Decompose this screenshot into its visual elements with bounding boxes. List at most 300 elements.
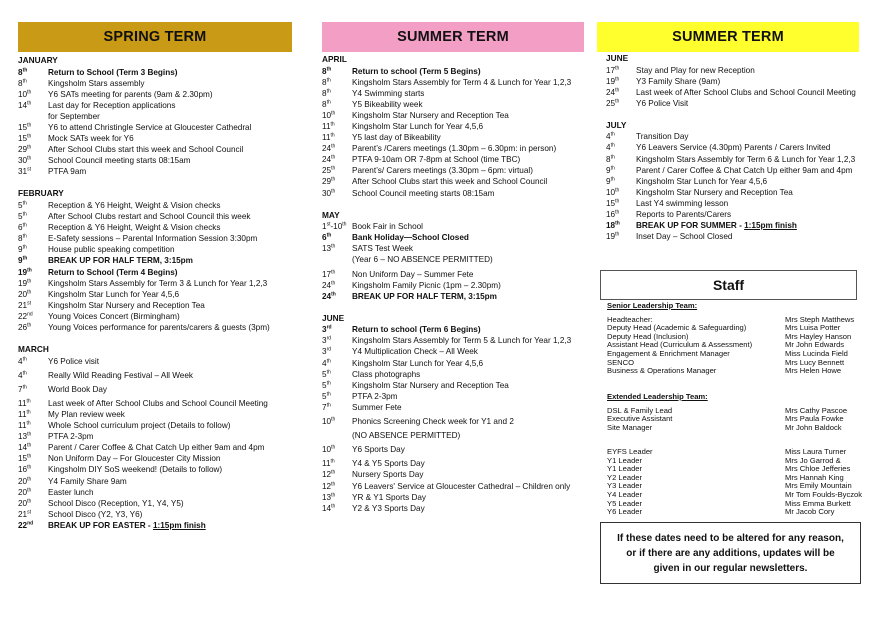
- event-day-suffix: th: [610, 131, 615, 138]
- event-day-suffix: th: [331, 480, 336, 487]
- event-date: [18, 311, 48, 322]
- event-date: [18, 498, 48, 509]
- event-day-suffix: th: [22, 211, 27, 218]
- event-date: [18, 453, 48, 464]
- event-description: PTFA 9am: [48, 167, 87, 177]
- staff-name: Miss Lucinda Field: [785, 348, 848, 358]
- staff-role: Executive Assistant: [607, 414, 673, 424]
- notice-line: given in our regular newsletters.: [653, 562, 808, 574]
- event-day-suffix: th: [615, 220, 620, 227]
- event-description: Kingsholm Star Nursery and Reception Tea: [48, 300, 205, 310]
- event-description: (NO ABSENCE PERMITTED): [352, 431, 461, 441]
- event-description: Last week of After School Clubs and School Council Meeting: [636, 87, 856, 97]
- event-date: [322, 188, 352, 199]
- summer-term-events-1: [322, 54, 584, 514]
- event-day-suffix: th: [22, 244, 27, 251]
- event-date: [322, 430, 352, 441]
- event-day-suffix: th: [330, 458, 335, 465]
- event-date: [18, 89, 48, 100]
- event-day: 24: [606, 87, 616, 97]
- event-day: 19: [18, 278, 28, 288]
- event-description: Kingsholm Stars Assembly for Term 4 & Lunch for Year 1,2,3: [352, 77, 572, 87]
- month-heading: MAY: [322, 209, 340, 220]
- event-row: [322, 77, 584, 88]
- event-day: 10: [322, 445, 332, 455]
- event-day-suffix: th: [615, 209, 620, 216]
- event-date: [18, 133, 48, 144]
- event-day: 4: [606, 132, 611, 142]
- staff-name: Mrs Lucy Bennett: [785, 357, 845, 367]
- event-day-suffix: th: [27, 100, 32, 107]
- event-day: 14: [322, 503, 332, 513]
- event-day: 10: [606, 187, 616, 197]
- event-date: [18, 233, 48, 244]
- event-description: Easter lunch: [48, 487, 94, 497]
- event-row: [322, 66, 584, 77]
- month-block: [322, 54, 584, 199]
- event-row: [322, 132, 584, 143]
- event-text: [636, 220, 859, 231]
- event-row: [18, 498, 292, 509]
- event-date: [322, 291, 352, 302]
- event-date: [322, 391, 352, 402]
- year-leaders-list: [607, 447, 863, 517]
- event-row: [322, 469, 584, 480]
- event-day: 30: [18, 156, 28, 166]
- event-day: 21: [18, 509, 28, 519]
- event-text: [636, 231, 859, 242]
- event-row: [322, 269, 584, 280]
- staff-name: Miss Emma Burkett: [785, 498, 851, 508]
- event-row: [322, 335, 584, 346]
- event-day-suffix: th: [326, 380, 331, 387]
- event-day-suffix: nd: [27, 311, 33, 318]
- event-description: Y3 Family Share (9am): [636, 76, 721, 86]
- event-text: [48, 464, 292, 475]
- event-day-suffix: st: [27, 166, 31, 173]
- event-date: [18, 520, 48, 531]
- event-day: 5: [322, 380, 327, 390]
- event-day: 10: [18, 89, 28, 99]
- event-row: [606, 165, 859, 176]
- event-date: [322, 492, 352, 503]
- event-text: [352, 380, 584, 391]
- event-day-suffix: th: [27, 486, 32, 493]
- event-day-suffix: th: [615, 98, 620, 105]
- event-day: 15: [18, 122, 28, 132]
- event-description: PTFA 2-3pm: [48, 432, 94, 442]
- event-row: [322, 291, 584, 302]
- event-description: School Disco (Reception, Y1, Y4, Y5): [48, 498, 184, 508]
- event-description: Parent / Carer Coffee & Chat Catch Up either 9am and 4pm: [48, 443, 265, 453]
- event-text: [48, 384, 292, 395]
- event-text: [352, 369, 584, 380]
- event-text: [48, 211, 292, 222]
- month-block: [18, 55, 292, 177]
- event-date: [322, 165, 352, 176]
- event-date: [18, 67, 48, 78]
- event-text: [352, 291, 584, 302]
- event-day-suffix: rd: [326, 335, 332, 342]
- event-day: 13: [18, 432, 28, 442]
- event-day-suffix: th: [615, 198, 620, 205]
- staff-name: Mrs Steph Matthews: [785, 314, 855, 324]
- event-description: School Council meeting starts 08:15am: [48, 156, 191, 166]
- event-date: [322, 369, 352, 380]
- summer-term-header-2: SUMMER TERM: [597, 22, 859, 52]
- event-day-suffix: th: [27, 475, 32, 482]
- event-date: [18, 278, 48, 289]
- event-day-suffix: th: [330, 132, 335, 139]
- event-description: Inset Day – School Closed: [636, 232, 733, 242]
- event-row: [606, 209, 859, 220]
- event-day: 19: [606, 232, 616, 242]
- event-date: [322, 176, 352, 187]
- event-text: [48, 67, 292, 78]
- event-day-suffix: th: [615, 75, 620, 82]
- event-text: [48, 487, 292, 498]
- event-day: 9: [18, 245, 23, 255]
- event-row: [322, 121, 584, 132]
- summer-term-column-2: [597, 22, 859, 242]
- event-day-suffix: th: [615, 231, 620, 238]
- event-text: [352, 221, 584, 232]
- event-day-suffix: th: [331, 469, 336, 476]
- event-description: Y4 Family Share 9am: [48, 476, 127, 486]
- event-date: [322, 77, 352, 88]
- event-day: 4: [606, 143, 611, 153]
- event-day: 21: [18, 300, 28, 310]
- month-block: [18, 344, 292, 531]
- event-date: [322, 66, 352, 77]
- event-row: [18, 233, 292, 244]
- event-description: Stay and Play for new Reception: [636, 65, 755, 75]
- event-day: 7: [18, 384, 23, 394]
- event-row: [322, 232, 584, 243]
- event-row: [18, 409, 292, 420]
- event-day: 10: [322, 110, 332, 120]
- event-text: [48, 476, 292, 487]
- staff-role: Y2 Leader: [607, 472, 643, 482]
- event-date: [18, 267, 48, 278]
- event-date: [322, 221, 352, 232]
- event-day: 12: [322, 481, 332, 491]
- event-day-suffix: st: [326, 221, 331, 228]
- event-date: [606, 198, 636, 209]
- event-description: Return to school (Term 5 Begins): [352, 66, 481, 76]
- event-row: [322, 165, 584, 176]
- event-description: Kingsholm Star Lunch for Year 4,5,6: [48, 289, 180, 299]
- event-description: Bank Holiday—School Closed: [352, 233, 469, 243]
- notice-line: or if there are any additions, updates will be: [626, 547, 835, 559]
- event-description: Y4 Swimming starts: [352, 88, 425, 98]
- event-date: [606, 165, 636, 176]
- event-day: 24: [322, 144, 332, 154]
- event-text: [352, 154, 584, 165]
- event-description: Kingsholm Star Nursery and Reception Tea: [352, 380, 509, 390]
- event-day-suffix: th: [331, 143, 336, 150]
- event-day: 1: [322, 222, 327, 232]
- event-day-suffix: th: [26, 420, 31, 427]
- event-day-suffix: rd: [326, 346, 332, 353]
- event-text: [48, 322, 292, 333]
- summer-term-header-1: SUMMER TERM: [322, 22, 584, 52]
- event-day-suffix: rd: [326, 324, 332, 331]
- event-row: [322, 99, 584, 110]
- event-day: 11: [322, 459, 331, 469]
- event-day: 15: [18, 454, 28, 464]
- event-description: Kingsholm DIY SoS weekend! (Details to follow): [48, 465, 223, 475]
- event-text: [636, 198, 859, 209]
- event-description: PTFA 2-3pm: [352, 391, 398, 401]
- event-text: [352, 165, 584, 176]
- event-date: [18, 476, 48, 487]
- event-date: [18, 487, 48, 498]
- event-day: 8: [18, 78, 23, 88]
- staff-name: Mrs Emily Mountain: [785, 481, 852, 491]
- event-date: [18, 122, 48, 133]
- event-description: Kingsholm Star Nursery and Reception Tea: [352, 110, 509, 120]
- event-day-end: -10: [330, 222, 343, 232]
- event-day-suffix: th: [27, 442, 32, 449]
- staff-role: Headteacher:: [607, 314, 653, 324]
- event-day-suffix: th: [27, 453, 32, 460]
- event-date: [606, 98, 636, 109]
- event-day: 24: [322, 291, 332, 301]
- event-day: 3: [322, 336, 327, 346]
- event-day: 25: [322, 166, 332, 176]
- event-date: [18, 509, 48, 520]
- staff-name: Mrs Hayley Hanson: [785, 331, 852, 341]
- event-day: 8: [18, 67, 23, 77]
- staff-role: Y1 Leader: [607, 464, 643, 474]
- event-date: [322, 380, 352, 391]
- event-date: [322, 444, 352, 455]
- event-day-suffix: th: [615, 64, 620, 71]
- event-day-suffix: th: [22, 200, 27, 207]
- event-row: [18, 78, 292, 89]
- staff-row: [607, 507, 835, 517]
- event-date: [606, 131, 636, 142]
- event-date: [322, 503, 352, 514]
- event-day-suffix: th: [22, 384, 27, 391]
- event-day: 10: [322, 417, 332, 427]
- event-description: Return to School (Term 4 Begins): [48, 267, 178, 277]
- event-text: [352, 110, 584, 121]
- event-day: 16: [18, 465, 28, 475]
- staff-name: Mrs Paula Fowke: [785, 414, 844, 424]
- event-row: [322, 358, 584, 369]
- event-text: [352, 143, 584, 154]
- event-row: [322, 143, 584, 154]
- event-date: [322, 402, 352, 413]
- event-day-suffix: th: [331, 268, 336, 275]
- finish-time: 1:15pm finish: [152, 520, 206, 530]
- notice-line: If these dates need to be altered for any reason,: [617, 532, 844, 544]
- event-description: Kingsholm Stars Assembly for Term 3 & Lunch for Year 1,2,3: [48, 278, 268, 288]
- event-text: [48, 133, 292, 144]
- month-block: [18, 188, 292, 333]
- senior-leadership-heading: Senior Leadership Team:: [607, 301, 698, 310]
- event-date: [322, 346, 352, 357]
- staff-row: [607, 422, 842, 433]
- extended-leadership-section: [607, 392, 848, 432]
- event-text: [48, 498, 292, 509]
- event-day: 11: [18, 398, 27, 408]
- event-row: [18, 509, 292, 520]
- event-day-suffix: th: [27, 88, 32, 95]
- event-row: [18, 255, 292, 266]
- event-text: [48, 431, 292, 442]
- event-text: [636, 154, 859, 165]
- event-row: [18, 322, 292, 333]
- staff-role: Y6 Leader: [607, 507, 643, 517]
- event-day: 24: [322, 280, 332, 290]
- event-day-suffix: th: [331, 110, 336, 117]
- event-date: [322, 335, 352, 346]
- event-text: [48, 278, 292, 289]
- event-text: [352, 402, 584, 413]
- event-description: YR & Y1 Sports Day: [352, 492, 427, 502]
- event-day-suffix: th: [331, 187, 336, 194]
- event-description: Reports to Parents/Carers: [636, 210, 732, 220]
- event-text: [352, 254, 584, 265]
- event-text: [636, 209, 859, 220]
- event-row: [18, 384, 292, 395]
- event-row: [18, 244, 292, 255]
- event-day-suffix: th: [27, 288, 32, 295]
- event-text: [636, 187, 859, 198]
- event-description: for September: [48, 111, 100, 121]
- event-description: Non Uniform Day – For Gloucester City Mission: [48, 454, 221, 464]
- event-row: [322, 280, 584, 291]
- event-date: [18, 200, 48, 211]
- event-row: [322, 324, 584, 335]
- event-date: [322, 269, 352, 280]
- event-date: [18, 100, 48, 111]
- event-description: Y4 & Y5 Sports Day: [352, 459, 425, 469]
- event-day-suffix: th: [27, 133, 32, 140]
- event-date: [606, 220, 636, 231]
- event-row: [18, 476, 292, 487]
- month-heading: FEBRUARY: [18, 188, 64, 199]
- event-text: [48, 222, 292, 233]
- event-day: 8: [18, 234, 23, 244]
- event-text: [48, 255, 292, 266]
- event-text: [636, 142, 859, 153]
- event-text: [352, 430, 584, 441]
- staff-name: Mrs Hannah King: [785, 472, 844, 482]
- staff-role: Site Manager: [607, 422, 653, 432]
- event-date: [322, 132, 352, 143]
- event-description: World Book Day: [48, 384, 108, 394]
- event-date: [606, 142, 636, 153]
- event-text: [352, 458, 584, 469]
- event-day-suffix: th: [326, 87, 331, 94]
- event-text: [48, 122, 292, 133]
- event-text: [48, 166, 292, 177]
- event-description: Y6 Leavers Service (4.30pm) Parents / Carers Invited: [636, 143, 831, 153]
- extended-leadership-list: [607, 405, 848, 433]
- event-day: 18: [606, 221, 616, 231]
- staff-role: Business & Operations Manager: [607, 366, 717, 376]
- event-text: [48, 420, 292, 431]
- event-date: [18, 322, 48, 333]
- month-heading: JANUARY: [18, 55, 58, 65]
- event-text: [352, 121, 584, 132]
- event-day: 3: [322, 325, 327, 335]
- staff-name: Mrs Helen Howe: [785, 366, 842, 376]
- event-text: [48, 289, 292, 300]
- event-description: Parent’s/ Carers meetings (3.30pm – 6pm: virtual): [352, 166, 533, 176]
- event-day-suffix: th: [27, 266, 32, 273]
- event-day-suffix: th: [27, 144, 32, 151]
- event-day: 8: [322, 66, 327, 76]
- event-day-suffix: th: [27, 155, 32, 162]
- event-date: [606, 231, 636, 242]
- staff-name: Mr John Baldock: [785, 422, 842, 432]
- year-leaders-section: [607, 447, 863, 517]
- event-day-suffix: th: [326, 368, 331, 375]
- event-description: BREAK UP FOR HALF TERM, 3:15pm: [352, 291, 497, 301]
- event-date: [18, 398, 48, 409]
- staff-name: Mrs Chloe Jefferies: [785, 464, 851, 474]
- event-day-suffix: th: [610, 164, 615, 171]
- event-day: 3: [322, 347, 327, 357]
- event-row: [606, 142, 859, 153]
- staff-title: Staff: [600, 270, 857, 300]
- event-row: [322, 346, 584, 357]
- event-text: [636, 131, 859, 142]
- event-day: 12: [322, 470, 332, 480]
- event-description: BREAK UP FOR EASTER -: [48, 520, 153, 530]
- event-text: [48, 300, 292, 311]
- event-description: After School Clubs start this week and School Council: [48, 145, 244, 155]
- event-row: [18, 200, 292, 211]
- event-description: Last Y4 swimming lesson: [636, 198, 729, 208]
- event-description: Y5 last day of Bikeability: [352, 133, 441, 143]
- event-description: After School Clubs restart and School Council this week: [48, 212, 251, 222]
- event-date: [322, 154, 352, 165]
- event-text: [352, 99, 584, 110]
- event-day-suffix: th: [610, 142, 615, 149]
- event-row: [18, 431, 292, 442]
- staff-name: Mr Jacob Cory: [785, 507, 835, 517]
- event-row: [322, 503, 584, 514]
- event-row: [18, 311, 292, 322]
- event-day: 9: [606, 165, 611, 175]
- event-description: Kingsholm Star Lunch for Year 4,5,6: [352, 121, 484, 131]
- event-date: [18, 370, 48, 381]
- event-day: 8: [322, 88, 327, 98]
- event-text: [48, 78, 292, 89]
- event-description: Kingsholm Stars assembly: [48, 78, 145, 88]
- event-description: Non Uniform Day – Summer Fete: [352, 269, 474, 279]
- event-day: 30: [322, 188, 332, 198]
- event-day-suffix: st: [27, 509, 31, 516]
- event-row: [18, 267, 292, 278]
- event-day: 29: [18, 145, 28, 155]
- event-day-suffix: th: [615, 86, 620, 93]
- event-description: Return to School (Term 3 Begins): [48, 67, 178, 77]
- staff-name: Miss Laura Turner: [785, 447, 847, 456]
- event-date: [18, 244, 48, 255]
- event-day-suffix: th: [331, 491, 336, 498]
- staff-role: Assistant Head (Curriculum & Assessment): [607, 340, 753, 350]
- staff-name: Mrs Cathy Pascoe: [785, 405, 848, 415]
- event-text: [352, 280, 584, 291]
- event-day: 9: [606, 176, 611, 186]
